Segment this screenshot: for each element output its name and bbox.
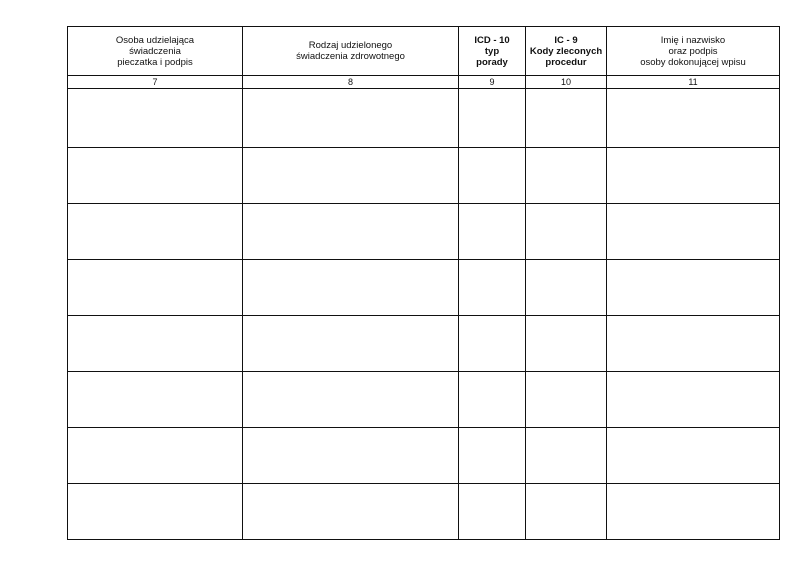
table-row [68,484,780,540]
header-line: Kody zleconych [529,45,603,57]
cell-service[interactable] [243,204,459,260]
cell-ic9[interactable] [526,316,607,372]
cell-provider[interactable] [68,148,243,204]
cell-icd10[interactable] [459,204,526,260]
cell-signature[interactable] [607,204,780,260]
cell-provider[interactable] [68,316,243,372]
table-row [68,148,780,204]
record-table [67,26,780,540]
cell-service[interactable] [243,484,459,540]
header-provider [68,27,243,76]
cell-ic9[interactable] [526,260,607,316]
cell-ic9[interactable] [526,89,607,148]
cell-ic9[interactable] [526,204,607,260]
header-row [68,27,780,76]
header-line: świadczenia zdrowotnego [296,51,405,62]
header-service [243,27,459,76]
header-line: procedur [545,56,587,68]
table-row [68,204,780,260]
cell-icd10[interactable] [459,148,526,204]
header-signature [607,27,780,76]
column-number: 11 [607,76,780,89]
cell-signature[interactable] [607,89,780,148]
cell-service[interactable] [243,316,459,372]
cell-icd10[interactable] [459,372,526,428]
table-row [68,428,780,484]
header-ic9 [526,27,607,76]
column-number: 8 [243,76,459,89]
column-number: 7 [68,76,243,89]
cell-provider[interactable] [68,260,243,316]
cell-signature[interactable] [607,428,780,484]
cell-ic9[interactable] [526,148,607,204]
column-number: 10 [526,76,607,89]
cell-ic9[interactable] [526,428,607,484]
cell-ic9[interactable] [526,372,607,428]
cell-provider[interactable] [68,484,243,540]
header-line: pieczatka i podpis [117,56,193,68]
cell-icd10[interactable] [459,428,526,484]
header-line: świadczenia [129,45,181,57]
cell-signature[interactable] [607,148,780,204]
header-line: Osoba udzielająca [115,34,195,46]
table-row [68,89,780,148]
header-line: oraz podpis [668,45,718,57]
cell-icd10[interactable] [459,89,526,148]
cell-provider[interactable] [68,428,243,484]
cell-provider[interactable] [68,89,243,148]
cell-service[interactable] [243,148,459,204]
header-line: porady [476,56,508,68]
cell-service[interactable] [243,372,459,428]
cell-ic9[interactable] [526,484,607,540]
header-line: ICD - 10 [474,34,510,46]
header-line: Imię i nazwisko [660,34,726,46]
cell-service[interactable] [243,260,459,316]
column-number: 9 [459,76,526,89]
cell-provider[interactable] [68,372,243,428]
cell-service[interactable] [243,428,459,484]
cell-signature[interactable] [607,260,780,316]
header-line: Rodzaj udzielonego [308,40,393,51]
cell-icd10[interactable] [459,316,526,372]
header-line: osoby dokonującej wpisu [640,56,746,68]
header-line: IC - 9 [554,34,578,46]
cell-signature[interactable] [607,316,780,372]
cell-signature[interactable] [607,372,780,428]
table-row [68,260,780,316]
cell-signature[interactable] [607,484,780,540]
cell-service[interactable] [243,89,459,148]
cell-provider[interactable] [68,204,243,260]
table-row [68,372,780,428]
header-icd10 [459,27,526,76]
cell-icd10[interactable] [459,260,526,316]
header-line: typ [484,45,500,57]
column-number-row [68,76,780,89]
cell-icd10[interactable] [459,484,526,540]
table-row [68,316,780,372]
